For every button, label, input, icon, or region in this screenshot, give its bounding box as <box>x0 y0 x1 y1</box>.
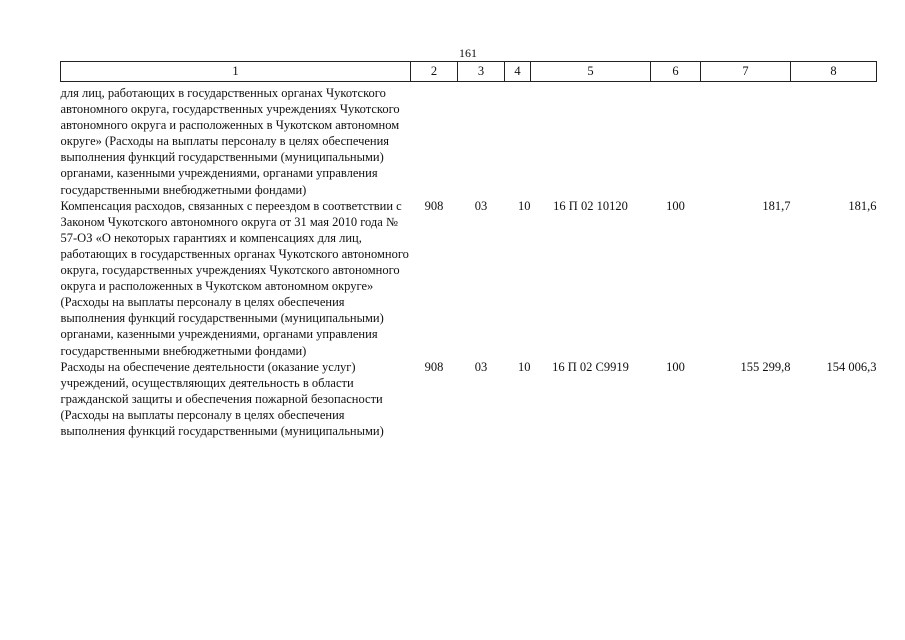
header-col-2: 2 <box>411 62 458 82</box>
header-col-8: 8 <box>791 62 877 82</box>
table-row <box>61 82 877 198</box>
cell-subsection-code <box>505 82 531 198</box>
page-number: 161 <box>459 46 477 60</box>
header-col-1: 1 <box>61 62 411 82</box>
cell-amount-executed: 181,6 <box>848 198 877 213</box>
header-col-3: 3 <box>458 62 505 82</box>
cell-ministry-code <box>411 82 458 198</box>
cell-section-code: 03 <box>474 198 488 213</box>
cell-amount-planned: 181,7 <box>762 198 791 213</box>
cell-amount-executed: 154 006,3 <box>826 359 877 374</box>
table-row <box>61 198 877 359</box>
cell-section-code: 03 <box>474 359 488 374</box>
cell-expense-type: 100 <box>666 198 685 213</box>
cell-expense-type <box>651 82 701 198</box>
cell-target-article: 16 П 02 10120 <box>553 198 628 213</box>
header-row <box>61 62 877 82</box>
cell-amount-planned: 155 299,8 <box>740 359 791 374</box>
header-col-4: 4 <box>505 62 531 82</box>
cell-amount-planned <box>701 82 791 198</box>
row-description: Расходы на обеспечение деятельности (оказание услуг) учреждений, осуществляющих деятельность в области гражданской защиты и обеспечения пожарной безопасности (Расходы на выплаты персоналу в целях обеспечения выполнения функций государственными (муниципальными) <box>60 359 384 438</box>
header-col-6: 6 <box>651 62 701 82</box>
row-description: Компенсация расходов, связанных с переездом в соответствии с Законом Чукотского автономного округа от 31 мая 2010 года № 57-ОЗ «О некоторых гарантиях и компенсациях для лиц, работающих в государственных органах Чукотского автономного округа, государственных учреждениях Чукотского автономного округа и расположенных в Чукотском автономном округе» (Расходы на выплаты персоналу в целях обеспечения выполнения функций государственными (муниципальными) органами, казенными учреждениями, органами управления государственными внебюджетными фондами) <box>60 198 409 358</box>
cell-amount-executed <box>791 82 877 198</box>
cell-target-article: 16 П 02 С9919 <box>552 359 629 374</box>
cell-target-article <box>531 82 651 198</box>
budget-table <box>60 61 877 439</box>
header-col-7: 7 <box>701 62 791 82</box>
cell-section-code <box>458 82 505 198</box>
cell-ministry-code: 908 <box>424 359 444 374</box>
cell-ministry-code: 908 <box>424 198 444 213</box>
cell-expense-type: 100 <box>666 359 685 374</box>
header-col-5: 5 <box>531 62 651 82</box>
row-description: для лиц, работающих в государственных органах Чукотского автономного округа, государственных учреждениях Чукотского автономного округа и расположенных в Чукотском автономном округе» (Расходы на выплаты персоналу в целях обеспечения выполнения функций государственными (муниципальными) органами, казенными учреждениями, органами управления государственными внебюджетными фондами) <box>60 86 400 197</box>
cell-subsection-code: 10 <box>518 359 531 374</box>
cell-subsection-code: 10 <box>518 198 531 213</box>
table-row <box>61 359 877 439</box>
